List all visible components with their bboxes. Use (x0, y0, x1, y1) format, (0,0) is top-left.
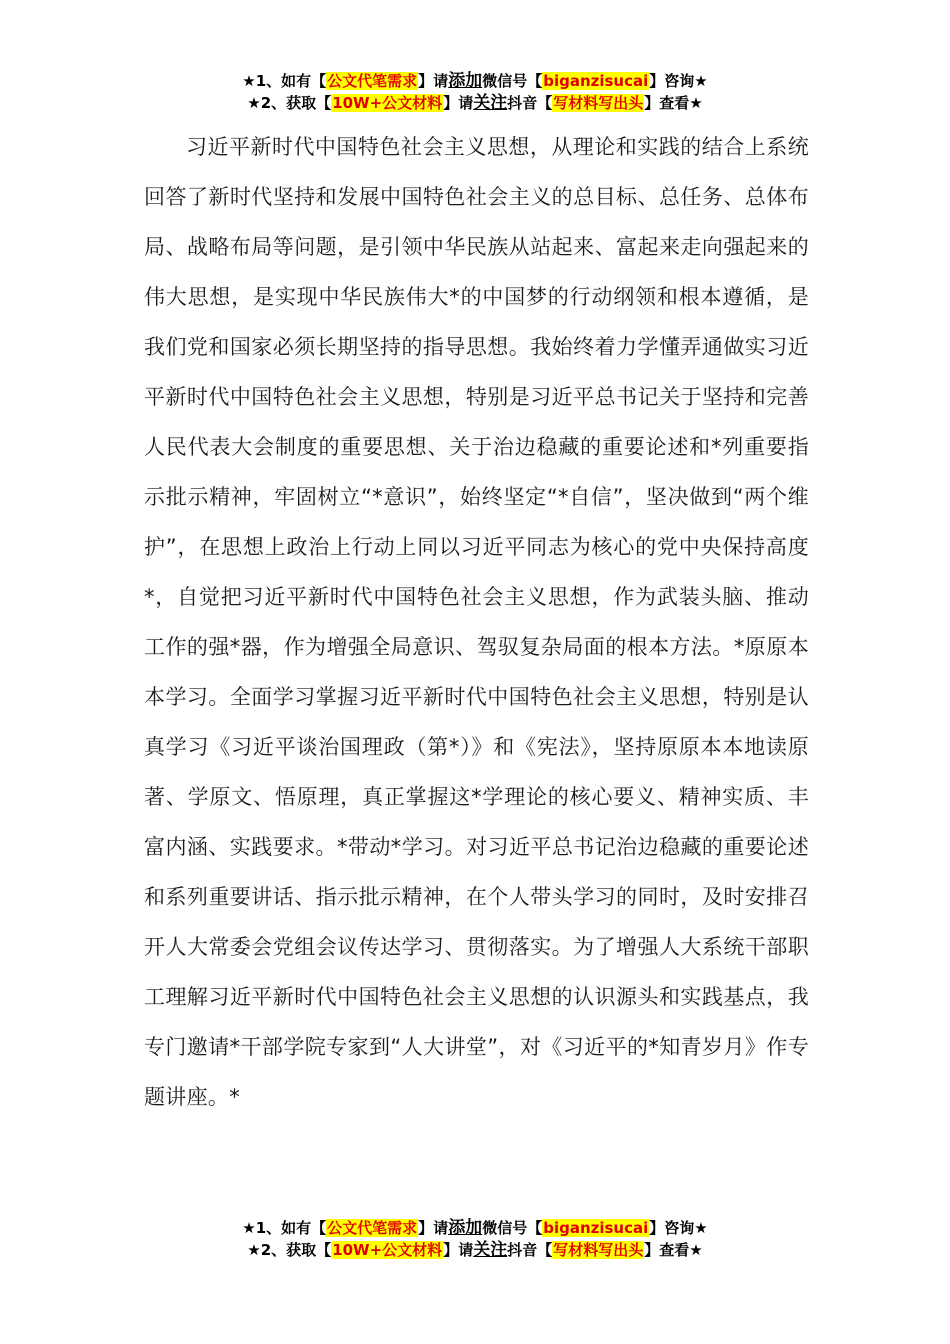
article-paragraph: 习近平新时代中国特色社会主义思想，从理论和实践的结合上系统回答了新时代坚持和发展中国特色社会主义的总目标、总任务、总体布局、战略布局等问题，是引领中华民族从站起来、富起来走向强起来的伟大思想，是实现中华民族伟大*的中国梦的行动纲领和根本遵循，是我们党和国家必须长期坚持的指导思想。我始终着力学懂弄通做实习近平新时代中国特色社会主义思想，特别是习近平总书记关于坚持和完善人民代表大会制度的重要思想、关于治边稳藏的重要论述和*列重要指示批示精神，牢固树立“*意识”，始终坚定“*自信”，坚决做到“两个维护”，在思想上政治上行动上同以习近平同志为核心的党中央保持高度*，自觉把习近平新时代中国特色社会主义思想，作为武装头脑、推动工作的强*器，作为增强全局意识、驾驭复杂局面的根本方法。*原原本本学习。全面学习掌握习近平新时代中国特色社会主义思想，特别是认真学习《习近平谈治国理政（第*）》和《宪法》，坚持原原本本地读原著、学原文、悟原理，真正掌握这*学理论的核心要义、精神实质、丰富内涵、实践要求。*带动*学习。对习近平总书记治边稳藏的重要论述和系列重要讲话、指示批示精神，在个人带头学习的同时，及时安排召开人大常委会党组会议传达学习、贯彻落实。为了增强人大系统干部职工理解习近平新时代中国特色社会主义思想的认识源头和实践基点，我专门邀请*干部学院专家到“人大讲堂”，对《习近平的*知青岁月》作专题讲座。* (144, 135, 809, 1109)
promo-text: 抖音【 (507, 1241, 553, 1259)
promo-header (0, 70, 950, 114)
promo-line-1 (0, 70, 950, 92)
promo-suffix: 】咨询★ (649, 1219, 708, 1237)
promo-text: 微信号【 (482, 1219, 543, 1237)
promo-underlined: 添加 (448, 1218, 483, 1238)
promo-highlight: 10W+公文材料 (332, 1241, 443, 1259)
promo-line-1 (0, 1217, 950, 1239)
promo-wechat-id: biganzisucai (543, 72, 649, 90)
promo-prefix: ★2、获取【 (247, 1241, 332, 1259)
promo-line-2 (0, 92, 950, 114)
promo-text: 抖音【 (507, 94, 553, 112)
promo-highlight: 10W+公文材料 (332, 94, 443, 112)
promo-underlined: 关注 (473, 93, 508, 113)
promo-suffix: 】查看★ (644, 94, 703, 112)
promo-text: 】请 (418, 72, 449, 90)
promo-prefix: ★2、获取【 (247, 94, 332, 112)
promo-footer (0, 1217, 950, 1261)
promo-underlined: 关注 (473, 1240, 508, 1260)
promo-text: 】请 (443, 1241, 474, 1259)
promo-underlined: 添加 (448, 71, 483, 91)
promo-highlight: 公文代笔需求 (327, 72, 418, 90)
promo-douyin-id: 写材料写出头 (553, 1241, 644, 1259)
promo-text: 】请 (443, 94, 474, 112)
article-body (144, 122, 809, 1122)
promo-douyin-id: 写材料写出头 (553, 94, 644, 112)
promo-prefix: ★1、如有【 (242, 1219, 327, 1237)
promo-suffix: 】查看★ (644, 1241, 703, 1259)
promo-highlight: 公文代笔需求 (327, 1219, 418, 1237)
promo-wechat-id: biganzisucai (543, 1219, 649, 1237)
promo-suffix: 】咨询★ (649, 72, 708, 90)
promo-prefix: ★1、如有【 (242, 72, 327, 90)
promo-line-2 (0, 1239, 950, 1261)
promo-text: 微信号【 (482, 72, 543, 90)
promo-text: 】请 (418, 1219, 449, 1237)
